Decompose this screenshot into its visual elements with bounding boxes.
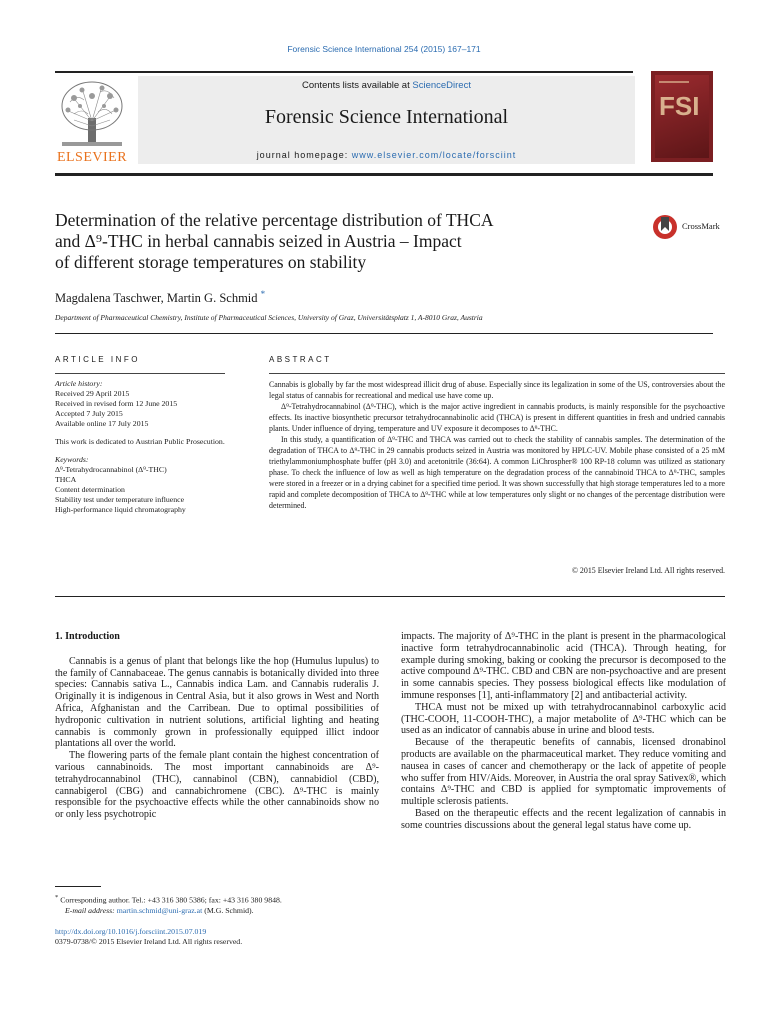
footnote-mark: * bbox=[55, 894, 59, 901]
footnote bbox=[55, 893, 385, 916]
elsevier-logo[interactable] bbox=[52, 76, 132, 166]
title-line-3: of different storage temperatures on stability bbox=[55, 252, 367, 272]
journal-reference[interactable]: Forensic Science International 254 (2015) 167–171 bbox=[287, 44, 481, 54]
doi-link[interactable]: http://dx.doi.org/10.1016/j.forsciint.2015.07.019 bbox=[55, 927, 207, 936]
elsevier-wordmark: ELSEVIER bbox=[56, 150, 128, 165]
title-line-2: and Δ⁹-THC in herbal cannabis seized in Austria – Impact bbox=[55, 231, 462, 251]
body-rule bbox=[55, 596, 725, 597]
article-info-body bbox=[55, 379, 230, 515]
history-item: Received 29 April 2015 bbox=[55, 389, 130, 398]
sciencedirect-link[interactable]: ScienceDirect bbox=[412, 80, 471, 91]
body-paragraph: THCA must not be mixed up with tetrahydrocannabinol carboxylic acid (THC-COOH, 11-COOH-THC), a major metabolite of Δ⁹-THC which can be used as an indicator of cannabis abuse in urine and blood tests. bbox=[401, 701, 726, 737]
body-right-column bbox=[401, 631, 726, 832]
footnote-email-line bbox=[55, 906, 385, 916]
history-item: Accepted 7 July 2015 bbox=[55, 409, 123, 418]
abstract-rule bbox=[269, 373, 725, 374]
crossmark-badge[interactable] bbox=[652, 213, 742, 241]
homepage-prefix: journal homepage: bbox=[256, 150, 352, 160]
abstract-copyright: © 2015 Elsevier Ireland Ltd. All rights reserved. bbox=[571, 566, 725, 575]
issn-line: 0379-0738/© 2015 Elsevier Ireland Ltd. All rights reserved. bbox=[55, 937, 243, 946]
body-paragraph: impacts. The majority of Δ⁹-THC in the plant is present in the pharmacological inactive form tetrahydrocannabinolic acid (THCA). Through heating, for example during smoking, baking or cooking the precursor is decomposed to the active compound Δ⁹-THC. CBD and CBN are non-psychoactive and are present in some cannabis species. They possess biological effects like modulation of immune responses [1], anti-inflammatory [2] and antibacterial activity. bbox=[401, 631, 726, 701]
footnote-line bbox=[55, 893, 385, 906]
homepage-link[interactable]: www.elsevier.com/locate/forsciint bbox=[351, 150, 517, 160]
article-title bbox=[55, 210, 615, 273]
dedication: This work is dedicated to Austrian Public Prosecution. bbox=[55, 437, 225, 446]
homepage-line bbox=[138, 150, 635, 160]
contents-line bbox=[138, 80, 635, 91]
abstract-paragraph: Cannabis is globally by far the most widespread illicit drug of abuse. Especially since its legalization in some of the US, controversies about the legal status of cannabis for recreational and medical use have come up. bbox=[269, 380, 725, 400]
authors bbox=[55, 289, 265, 306]
body-left-column bbox=[55, 631, 379, 821]
title-line-1: Determination of the relative percentage distribution of THCA bbox=[55, 210, 494, 230]
contents-prefix: Contents lists available at bbox=[302, 80, 413, 91]
history-item: Available online 17 July 2015 bbox=[55, 419, 149, 428]
journal-cover-image[interactable] bbox=[651, 71, 713, 162]
article-info-heading: ARTICLE INFO bbox=[55, 355, 140, 364]
cover-title: FSI bbox=[659, 91, 700, 121]
footnote-contact: Corresponding author. Tel.: +43 316 380 5386; fax: +43 316 380 9848. bbox=[60, 895, 282, 905]
affiliation-rule bbox=[55, 333, 713, 334]
email-link[interactable]: martin.schmid@uni-graz.at bbox=[116, 905, 203, 915]
top-rule bbox=[55, 71, 633, 73]
section-heading-introduction: 1. Introduction bbox=[55, 631, 120, 642]
crossmark-label: CrossMark bbox=[682, 221, 720, 231]
abstract-paragraph: In this study, a quantification of Δ⁹-THC and THCA was carried out to check the stability of cannabis samples. The determination of the degradation of THCA to Δ⁹-THC in 29 cannabis products seized in Austria was monitored by HPLC-UV. Mobile phase consisted of a 25 mM triethylammoniumphosphate buffer (pH 3.0) and acetonitrile (36:64). A common LiChrospher® 100 RP-18 column was utilized as stationary phase. To check the influence of low as well as high temperature on the degradation process of the cannabinoid THCA to Δ⁹-THC, samples were stored in a freezer or in a drying cabinet for a specified time period. It was shown successfully that high storage temperatures led to a more rapid and complete decomposition of THCA to Δ⁹-THC while at low temperatures only slight or no changes of the percentage distribution were determined. bbox=[269, 435, 725, 510]
keyword: Stability test under temperature influence bbox=[55, 495, 185, 504]
author-names[interactable]: Magdalena Taschwer, Martin G. Schmid bbox=[55, 291, 258, 306]
body-paragraph: The flowering parts of the female plant contain the highest concentration of various cannabinoids. The most important cannabinoids are Δ⁹-tetrahydrocannabinol (THC), cannabinol (CBN), cannabidiol (CBD), cannabigerol (CBG) and cannabichromene (CBC). Δ⁹-THC is mainly responsible for the psychoactive effects while the other cannabinoids show no or only less psychotropic bbox=[55, 750, 379, 821]
history-item: Received in revised form 12 June 2015 bbox=[55, 399, 178, 408]
body-paragraph: Because of the therapeutic benefits of cannabis, licensed dronabinol products are available on the pharmaceutical market. They reduce vomiting and nausea in cases of cancer and chemotherapy or the lack of appetite of people who suffer from HIV/Aids. Moreover, in Austria the oral spray Sativex®, which contains Δ⁹-THC and CBD is applied for symptomatic improvements of multiple sclerosis patients. bbox=[401, 737, 726, 808]
body-paragraph: Based on the therapeutic effects and the recent legalization of cannabis in some countries discussions about the general legal status have come up. bbox=[401, 807, 726, 831]
keyword: Δ⁹-Tetrahydrocannabinol (Δ⁹-THC) bbox=[55, 465, 167, 474]
header-rule bbox=[55, 173, 713, 176]
abstract-heading: ABSTRACT bbox=[269, 355, 332, 364]
crossmark-icon bbox=[652, 213, 678, 241]
keywords-label: Keywords: bbox=[55, 455, 89, 464]
journal-title[interactable]: Forensic Science International bbox=[264, 106, 509, 128]
affiliation: Department of Pharmaceutical Chemistry, Institute of Pharmaceutical Sciences, University of Graz, Universitätsplatz 1, A-8010 Graz, Austria bbox=[55, 313, 483, 322]
corresponding-author-mark[interactable]: * bbox=[260, 289, 266, 299]
history-label: Article history: bbox=[55, 379, 103, 388]
footnote-rule bbox=[55, 886, 101, 887]
keyword: High-performance liquid chromatography bbox=[55, 505, 186, 514]
keyword: THCA bbox=[55, 475, 77, 484]
doi-block bbox=[55, 927, 242, 947]
abstract-paragraph: Δ⁹-Tetrahydrocannabinol (Δ⁹-THC), which is the major active ingredient in cannabis products, is mainly responsible for the psychoactive effects. Its inactive biosynthetic precursor tetrahydrocannabinolic acid (THCA) is present in different quantities in fresh and undried cannabis plants. Under influence of drying, temperature and UV exposure it decomposes to Δ⁹-THC. bbox=[269, 402, 725, 433]
email-label: E-mail address: bbox=[65, 905, 115, 915]
article-info-rule bbox=[55, 373, 225, 374]
email-suffix: (M.G. Schmid). bbox=[204, 905, 254, 915]
keyword: Content determination bbox=[55, 485, 125, 494]
body-paragraph: Cannabis is a genus of plant that belongs like the hop (Humulus lupulus) to the family of Cannabaceae. The genus cannabis is botanically divided into three species: Cannabis sativa L., Cannabis indica Lam. and Cannabis ruderalis J. Originally it is indigenous in Central Asia, but it also grows in West and North Africa, Afghanistan and the Carribean. Due to optimal possibilities of hydroponic cultivation in nutrient solutions, artificial lighting and heating cannabis is commonly grown in professionally equipped illict indoor plantations all over the world. bbox=[55, 655, 379, 750]
abstract-body bbox=[269, 379, 725, 511]
